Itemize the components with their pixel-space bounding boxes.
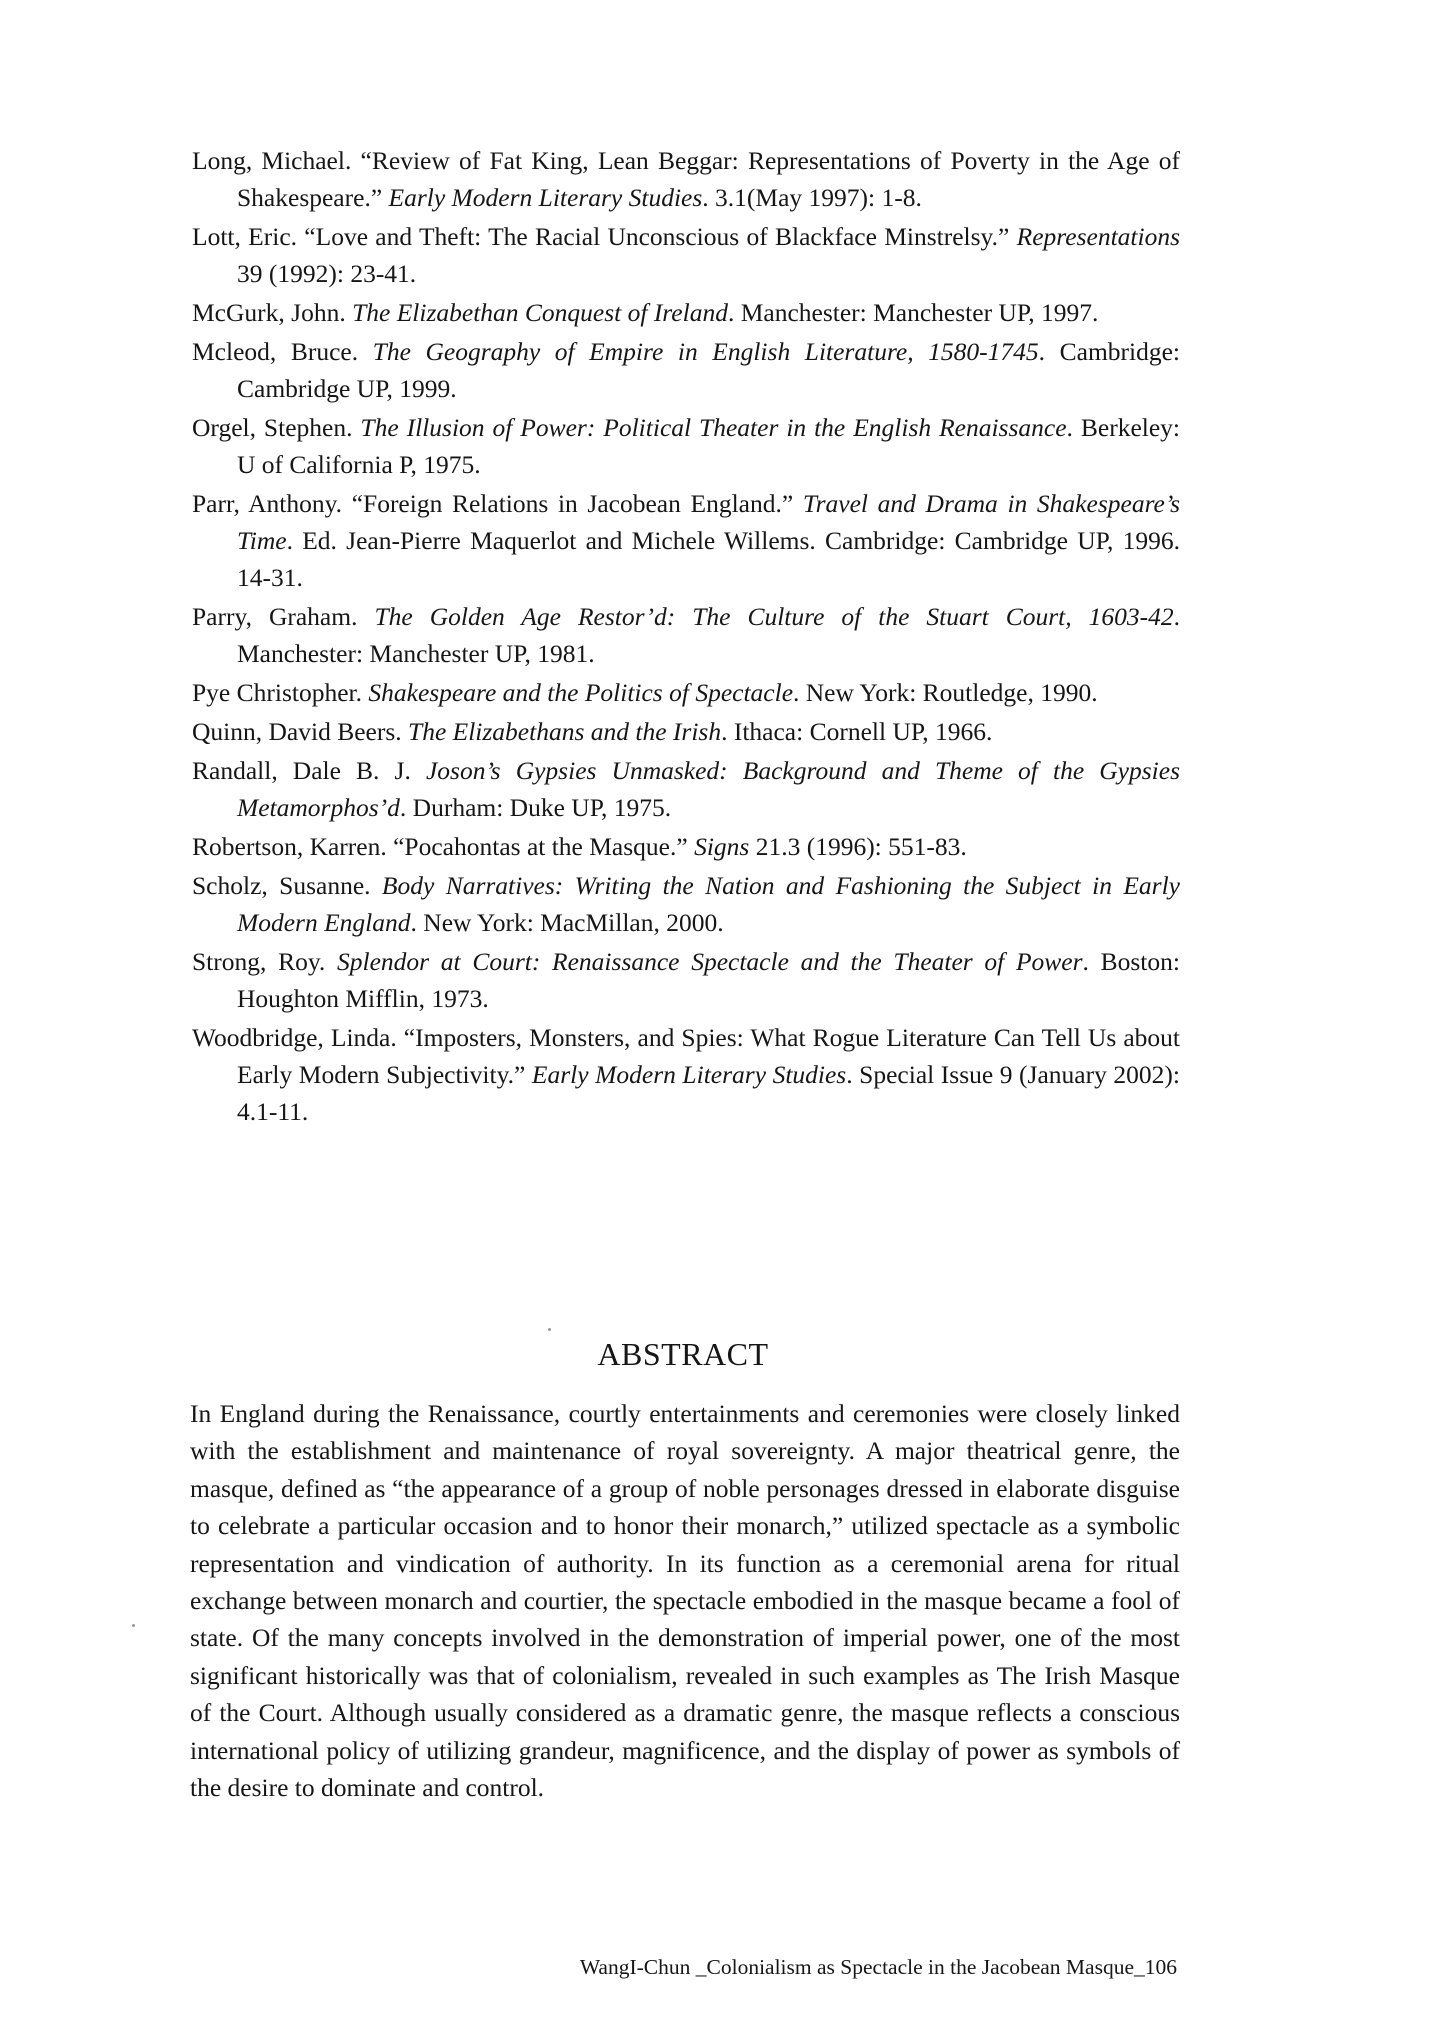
scan-speck bbox=[132, 1624, 135, 1627]
reference-title: Early Modern Literary Studies bbox=[531, 1060, 847, 1089]
reference-details: . Manchester: Manchester UP, 1997. bbox=[727, 298, 1099, 327]
reference-details: . New York: Routledge, 1990. bbox=[793, 678, 1098, 707]
reference-details: . Special Issue 9 (January 2002): 4.1-11. bbox=[237, 1060, 1180, 1126]
reference-title: Signs bbox=[694, 832, 750, 861]
reference-title: Body Narratives: Writing the Nation and Fashioning the Subject in Early Modern England bbox=[237, 871, 1180, 937]
reference-details: . New York: MacMillan, 2000. bbox=[410, 908, 724, 937]
reference-title: Representations bbox=[1016, 222, 1180, 251]
reference-lead: Lott, Eric. “Love and Theft: The Racial Unconscious of Blackface Minstrelsy.” bbox=[192, 222, 1017, 251]
running-footer: WangI-Chun _Colonialism as Spectacle in the Jacobean Masque_106 bbox=[579, 1955, 1177, 1979]
reference-details: . Boston: Houghton Mifflin, 1973. bbox=[237, 947, 1180, 1013]
reference-entry bbox=[192, 294, 1180, 331]
scan-speck bbox=[548, 1328, 551, 1331]
reference-lead: Quinn, David Beers. bbox=[192, 717, 409, 746]
reference-entry bbox=[192, 867, 1180, 941]
reference-details: 39 (1992): 23-41. bbox=[237, 259, 417, 288]
reference-details: 21.3 (1996): 551-83. bbox=[749, 832, 967, 861]
reference-entry bbox=[192, 598, 1180, 672]
reference-entry bbox=[192, 674, 1180, 711]
reference-lead: Robertson, Karren. “Pocahontas at the Masque.” bbox=[192, 832, 695, 861]
reference-entry bbox=[192, 828, 1180, 865]
reference-title: The Elizabethan Conquest of Ireland bbox=[352, 298, 728, 327]
reference-entry bbox=[192, 713, 1180, 750]
reference-title: The Elizabethans and the Irish bbox=[408, 717, 722, 746]
reference-entry bbox=[192, 218, 1180, 292]
reference-details: . Durham: Duke UP, 1975. bbox=[399, 793, 672, 822]
reference-lead: Pye Christopher. bbox=[192, 678, 369, 707]
reference-title: Joson’s Gypsies Unmasked: Background and Theme of the Gypsies Metamorphos’d bbox=[237, 756, 1180, 822]
reference-entry bbox=[192, 1019, 1180, 1130]
reference-title: Splendor at Court: Renaissance Spectacle and the Theater of Power bbox=[337, 947, 1083, 976]
reference-entry bbox=[192, 409, 1180, 483]
reference-lead: Scholz, Susanne. bbox=[192, 871, 382, 900]
reference-details: . Ed. Jean-Pierre Maquerlot and Michele Willems. Cambridge: Cambridge UP, 1996. 14-31. bbox=[237, 526, 1180, 592]
reference-entry bbox=[192, 485, 1180, 596]
reference-lead: Long, Michael. “Review of Fat King, Lean Beggar: Representations of Poverty in the Age of Shakespeare.” bbox=[192, 146, 1180, 212]
reference-lead: Orgel, Stephen. bbox=[192, 413, 361, 442]
reference-entry bbox=[192, 142, 1180, 216]
reference-title: Travel and Drama in Shakespeare’s Time bbox=[237, 489, 1180, 555]
reference-entry bbox=[192, 333, 1180, 407]
reference-lead: Parry, Graham. bbox=[192, 602, 375, 631]
reference-lead: Parr, Anthony. “Foreign Relations in Jacobean England.” bbox=[192, 489, 803, 518]
reference-title: Early Modern Literary Studies bbox=[388, 183, 703, 212]
reference-title: The Golden Age Restor’d: The Culture of the Stuart Court, 1603-42 bbox=[374, 602, 1174, 631]
reference-title: Shakespeare and the Politics of Spectacle bbox=[368, 678, 794, 707]
abstract-heading: ABSTRACT bbox=[597, 1336, 769, 1372]
reference-lead: McGurk, John. bbox=[192, 298, 353, 327]
reference-title: The Geography of Empire in English Literature, 1580-1745 bbox=[372, 337, 1039, 366]
abstract-body: In England during the Renaissance, courtly entertainments and ceremonies were closely linked with the establishment and maintenance of royal sovereignty. A major theatrical genre, the masque, defined as “the appearance of a group of noble personages dressed in elaborate disguise to celebrate a particular occasion and to honor their monarch,” utilized spectacle as a symbolic representation and vindication of authority. In its function as a ceremonial arena for ritual exchange between monarch and courtier, the spectacle embodied in the masque became a fool of state. Of the many concepts involved in the demonstration of imperial power, one of the most significant historically was that of colonialism, revealed in such examples as The Irish Masque of the Court. Although usually considered as a dramatic genre, the masque reflects a conscious international policy of utilizing grandeur, magnificence, and the display of power as symbols of the desire to dominate and control. bbox=[190, 1399, 1180, 1803]
works-cited-list bbox=[192, 142, 1180, 1132]
reference-entry bbox=[192, 943, 1180, 1017]
reference-details: . Ithaca: Cornell UP, 1966. bbox=[721, 717, 993, 746]
reference-details: . Berkeley: U of California P, 1975. bbox=[237, 413, 1180, 479]
reference-details: . Manchester: Manchester UP, 1981. bbox=[237, 602, 1180, 668]
reference-title: The Illusion of Power: Political Theater in the English Renaissance bbox=[360, 413, 1067, 442]
reference-details: . Cambridge: Cambridge UP, 1999. bbox=[237, 337, 1181, 403]
reference-lead: Randall, Dale B. J. bbox=[192, 756, 426, 785]
reference-entry bbox=[192, 752, 1180, 826]
reference-details: . 3.1(May 1997): 1-8. bbox=[702, 183, 922, 212]
reference-lead: Mcleod, Bruce. bbox=[192, 337, 373, 366]
reference-lead: Woodbridge, Linda. “Imposters, Monsters, and Spies: What Rogue Literature Can Tell Us about Early Modern Subjectivity.” bbox=[192, 1023, 1180, 1089]
reference-lead: Strong, Roy. bbox=[192, 947, 338, 976]
